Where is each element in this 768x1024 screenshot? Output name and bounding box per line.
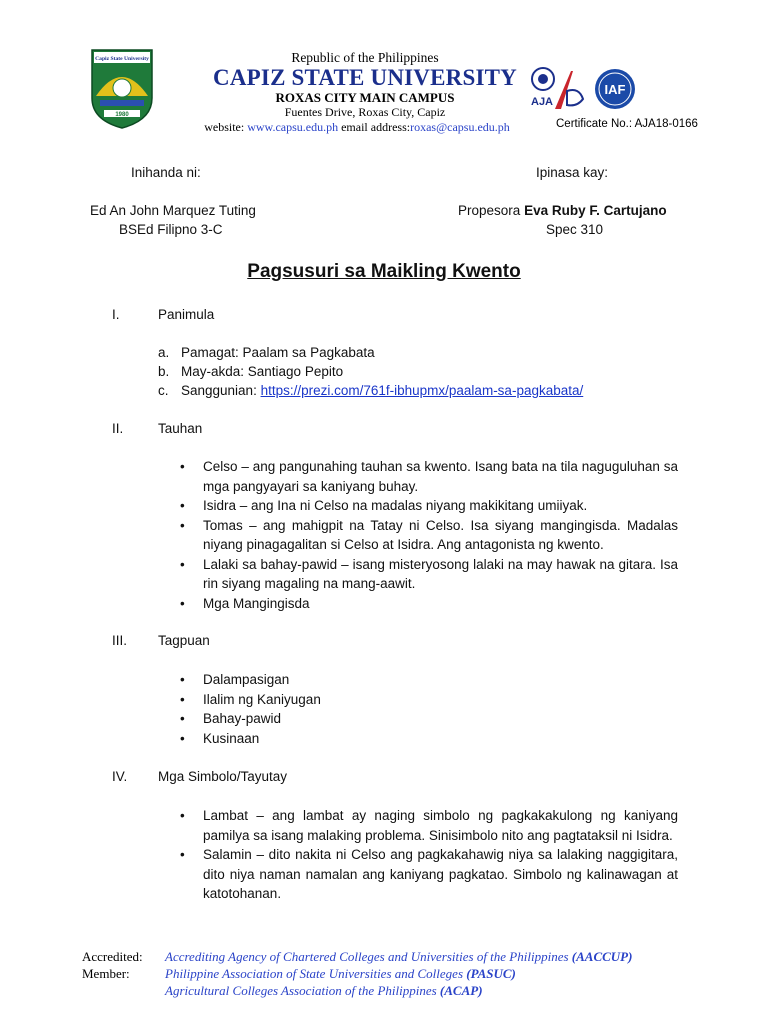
bullet-icon: • xyxy=(180,498,185,513)
letterhead xyxy=(0,0,768,145)
bullet-icon: • xyxy=(180,711,185,726)
reference-link[interactable]: https://prezi.com/761f-ibhupmx/paalam-sa-pagkabata/ xyxy=(260,383,584,398)
email-link[interactable]: roxas@capsu.edu.ph xyxy=(410,120,510,134)
iaf-logo-lettering: IAF xyxy=(604,82,626,97)
footer xyxy=(0,948,768,1008)
item-text: Celso – ang pangunahing tauhan sa kwento. Isang bata na tila naguguluhan sa mga pangyayari sa kaniyang buhay. xyxy=(203,459,678,494)
author-course: BSEd Filipno 3-C xyxy=(119,222,223,237)
item-text: Mga Mangingisda xyxy=(203,595,310,611)
list-marker: b. xyxy=(158,364,170,379)
member-association-abbr: (PASUC) xyxy=(466,966,516,981)
bullet-icon: • xyxy=(180,808,185,823)
bullet-list xyxy=(180,806,678,904)
section-title: Panimula xyxy=(158,307,215,322)
section-number: III. xyxy=(112,633,128,648)
item-text: Tomas – ang mahigpit na Tatay ni Celso. Isa siyang mangingisda. Madalas niyang pinagagalitan si Celso at Isidra. Ang antagonista ng kwento. xyxy=(203,517,678,552)
list-item xyxy=(158,382,583,400)
list-item xyxy=(158,363,343,381)
bullet-icon: • xyxy=(180,556,185,572)
republic-line: Republic of the Philippines xyxy=(291,50,439,65)
professor-name: Eva Ruby F. Cartujano xyxy=(524,203,667,218)
item-text: Lambat – ang lambat ay naging simbolo ng pagkakakulong ng kaniyang pamilya sa isang malaking problema. Sinisimbolo nito ang pagtataksil ni Isidra. xyxy=(203,808,678,843)
list-item xyxy=(180,457,678,496)
bullet-icon: • xyxy=(180,517,185,533)
list-item xyxy=(158,344,375,362)
section-title: Tagpuan xyxy=(158,633,210,648)
contact-line xyxy=(184,119,530,135)
course-code: Spec 310 xyxy=(546,222,604,237)
list-marker: c. xyxy=(158,383,169,398)
submitted-to-label: Ipinasa kay: xyxy=(536,165,609,180)
member-association: Agricultural Colleges Association of the Philippines xyxy=(165,983,437,998)
university-seal-logo xyxy=(90,48,154,130)
item-text: Bahay-pawid xyxy=(203,711,282,726)
item-text: Kusinaan xyxy=(203,730,260,746)
bullet-icon: • xyxy=(180,459,185,474)
university-name: CAPIZ STATE UNIVERSITY xyxy=(213,65,517,90)
campus-name: ROXAS CITY MAIN CAMPUS xyxy=(275,90,455,105)
bullet-list xyxy=(180,670,678,748)
bullet-icon: • xyxy=(180,691,185,707)
website-link[interactable]: www.capsu.edu.ph xyxy=(247,120,339,134)
email-label: email address: xyxy=(341,120,411,134)
bullet-icon: • xyxy=(180,595,185,611)
accredited-label: Accredited: xyxy=(82,949,143,964)
website-label: website: xyxy=(204,120,245,134)
membership-line xyxy=(165,982,483,999)
list-item xyxy=(180,670,678,690)
section-number: I. xyxy=(112,307,120,322)
certificate-number: Certificate No.: AJA18-0166 xyxy=(556,118,698,130)
membership-line xyxy=(165,965,516,982)
seal-logo-year: 1980 xyxy=(115,112,129,118)
bullet-list xyxy=(180,457,678,613)
item-text: Isidra – ang Ina ni Celso na madalas niyang makikitang umiiyak. xyxy=(203,498,588,513)
item-text: Dalampasigan xyxy=(203,672,290,687)
item-text: Salamin – dito nakita ni Celso ang pagkakahawig niya sa lalaking naggigitara, dito niya naman namalan ang kaniyang pagkatao. Simbolo ng kalinawagan at katotohanan. xyxy=(203,847,678,901)
list-item xyxy=(180,709,678,729)
letterhead-text xyxy=(200,50,530,135)
campus-address: Fuentes Drive, Roxas City, Capiz xyxy=(284,105,446,119)
bullet-icon: • xyxy=(180,847,185,862)
member-label: Member: xyxy=(82,966,130,981)
section-title: Mga Simbolo/Tayutay xyxy=(158,769,288,784)
aja-logo-lettering: AJA xyxy=(531,96,554,108)
item-text: May-akda: Santiago Pepito xyxy=(181,364,344,379)
list-item xyxy=(180,729,678,749)
accreditation-line xyxy=(165,948,632,965)
accrediting-agency-abbr: (AACCUP) xyxy=(571,949,633,964)
document-title: Pagsusuri sa Maikling Kwento xyxy=(247,261,521,282)
bullet-icon: • xyxy=(180,730,185,746)
list-item xyxy=(180,496,678,516)
list-item xyxy=(180,594,678,614)
seal-logo-lettering: Capiz State University xyxy=(95,56,149,62)
prepared-by-label: Inihanda ni: xyxy=(131,165,201,180)
section-number: II. xyxy=(112,421,124,436)
item-text: Sanggunian: xyxy=(181,383,261,398)
professor-prefix: Propesora xyxy=(458,203,521,218)
author-name: Ed An John Marquez Tuting xyxy=(90,203,256,218)
list-item xyxy=(180,845,678,904)
item-text: Ilalim ng Kaniyugan xyxy=(203,691,321,707)
member-association: Philippine Association of State Universities and Colleges xyxy=(165,966,464,981)
bullet-icon: • xyxy=(180,672,185,687)
section-title: Tauhan xyxy=(158,421,203,436)
professor-line xyxy=(458,202,667,220)
list-marker: a. xyxy=(158,345,170,360)
member-association-abbr: (ACAP) xyxy=(439,983,483,998)
list-item xyxy=(180,690,678,710)
item-text: Lalaki sa bahay-pawid – isang misteryosong lalaki na may hawak na gitara. Isa rin siyang magaling na mang-aawit. xyxy=(203,556,678,591)
list-item xyxy=(180,516,678,555)
list-item xyxy=(180,806,678,845)
section-number: IV. xyxy=(112,769,128,784)
item-text: Pamagat: Paalam sa Pagkabata xyxy=(181,345,375,360)
list-item xyxy=(180,555,678,594)
accrediting-agency: Accrediting Agency of Chartered Colleges and Universities of the Philippines xyxy=(165,949,569,964)
